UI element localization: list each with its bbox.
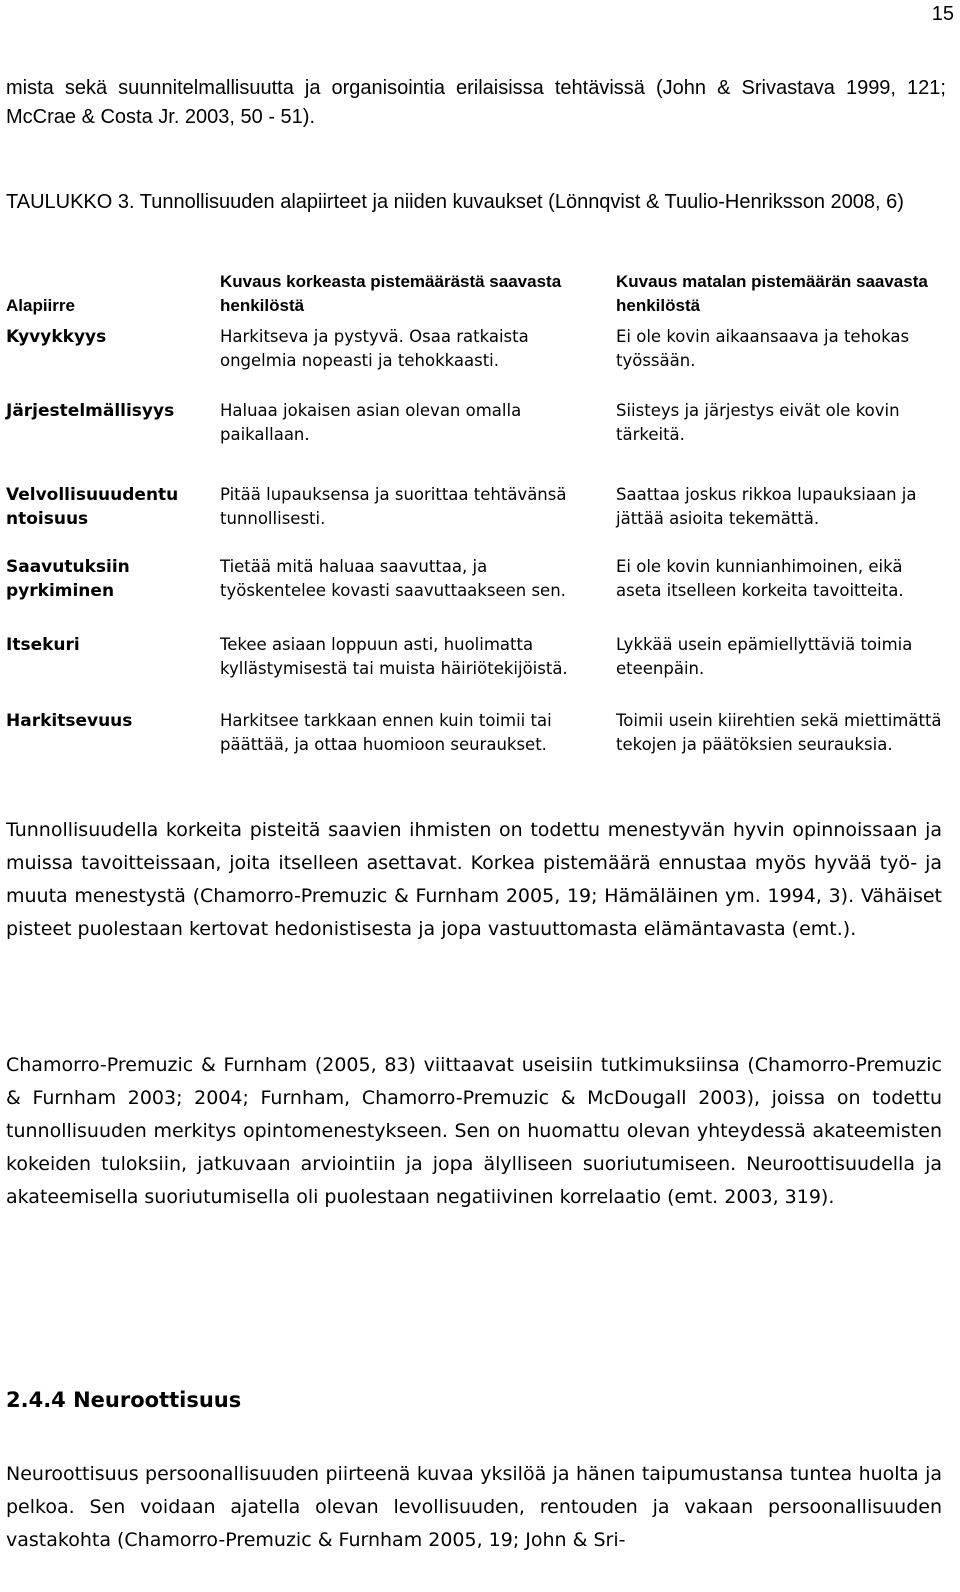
facet-cell: Velvollisuuudentuntoisuus [6,485,179,529]
table-row [6,633,951,709]
facet-cell: Harkitsevuus [6,711,133,731]
low-desc-cell: Lykkää usein epämiellyttäviä toimia eteenpäin. [616,635,913,678]
high-desc-cell: Harkitseva ja pystyvä. Osaa ratkaista ongelmia nopeasti ja tehokkaasti. [220,327,529,370]
facet-cell: Saavutuksiin pyrkiminen [6,557,130,601]
header-high-score: Kuvaus korkeasta pistemäärästä saavasta henkilöstä [220,272,562,315]
page-number: 15 [931,3,954,25]
low-desc-cell: Ei ole kovin kunnianhimoinen, eikä aseta itselleen korkeita tavoitteita. [616,557,904,600]
facet-cell: Järjestelmällisyys [6,401,175,421]
low-desc-cell: Siisteys ja järjestys eivät ole kovin tärkeitä. [616,401,900,444]
table-row [6,555,951,633]
paragraph: Tunnollisuudella korkeita pisteitä saavien ihmisten on todettu menestyvän hyvin opinnoissaan ja muissa tavoitteissaan, joita itselleen asettavat. Korkea pistemäärä ennustaa myös hyvää työ- ja muuta menestystä (Chamorro-Premuzic & Furnham 2005, 19; Hämäläinen ym. 1994, 3). Vähäiset pisteet puolestaan kertovat hedonistisesta ja jopa vastuuttomasta elämäntavasta (emt.). [6,819,942,940]
high-desc-cell: Haluaa jokaisen asian olevan omalla paikallaan. [220,401,522,444]
header-facet: Alapiirre [6,296,75,315]
high-desc-cell: Tietää mitä haluaa saavuttaa, ja työskentelee kovasti saavuttaakseen sen. [220,557,566,600]
facet-cell: Itsekuri [6,635,80,655]
header-low-score: Kuvaus matalan pistemäärän saavasta henkilöstä [616,272,928,315]
section-heading: 2.4.4 Neuroottisuus [6,1388,242,1412]
paragraph: Chamorro-Premuzic & Furnham (2005, 83) viittaavat useisiin tutkimuksiinsa (Chamorro-Premuzic & Furnham 2003; 2004; Furnham, Chamorro-Premuzic & McDougall 2003), joissa on todettu tunnollisuuden merkitys opintomenestykseen. Sen on huomattu olevan yhteydessä akateemisten kokeiden tuloksiin, jatkuvaan arviointiin ja jopa älylliseen suoriutumiseen. Neuroottisuudella ja akateemisella suoriutumisella oli puolestaan negatiivinen korrelaatio (emt. 2003, 319). [6,1054,942,1208]
low-desc-cell: Saattaa joskus rikkoa lupauksiaan ja jättää asioita tekemättä. [616,485,917,528]
low-desc-cell: Toimii usein kiirehtien sekä miettimättä tekojen ja päätöksien seurauksia. [616,711,942,754]
high-desc-cell: Tekee asiaan loppuun asti, huolimatta kyllästymisestä tai muista häiriötekijöistä. [220,635,568,678]
low-desc-cell: Ei ole kovin aikaansaava ja tehokas työssään. [616,327,910,370]
table-row [6,325,951,399]
table-row [6,399,951,483]
facet-cell: Kyvykkyys [6,327,107,347]
paragraph: Neuroottisuus persoonallisuuden piirteenä kuvaa yksilöä ja hänen taipumustansa tuntea huolta ja pelkoa. Sen voidaan ajatella olevan levollisuuden, rentouden ja vakaan persoonallisuuden vastakohta (Chamorro-Premuzic & Furnham 2005, 19; John & Sri- [6,1463,942,1551]
table-caption: TAULUKKO 3. Tunnollisuuden alapiirteet ja niiden kuvaukset (Lönnqvist & Tuulio-Henriksson 2008, 6) [6,191,904,213]
conscientiousness-table [6,270,951,757]
table-header [6,270,951,318]
table-row [6,709,951,757]
high-desc-cell: Harkitsee tarkkaan ennen kuin toimii tai päättää, ja ottaa huomioon seuraukset. [220,711,552,754]
table-row [6,483,951,555]
high-desc-cell: Pitää lupauksensa ja suorittaa tehtävänsä tunnollisesti. [220,485,567,528]
intro-text: mista sekä suunnitelmallisuutta ja organisointia erilaisissa tehtävissä (John & Srivastava 1999, 121; McCrae & Costa Jr. 2003, 50 - 51). [6,77,946,128]
